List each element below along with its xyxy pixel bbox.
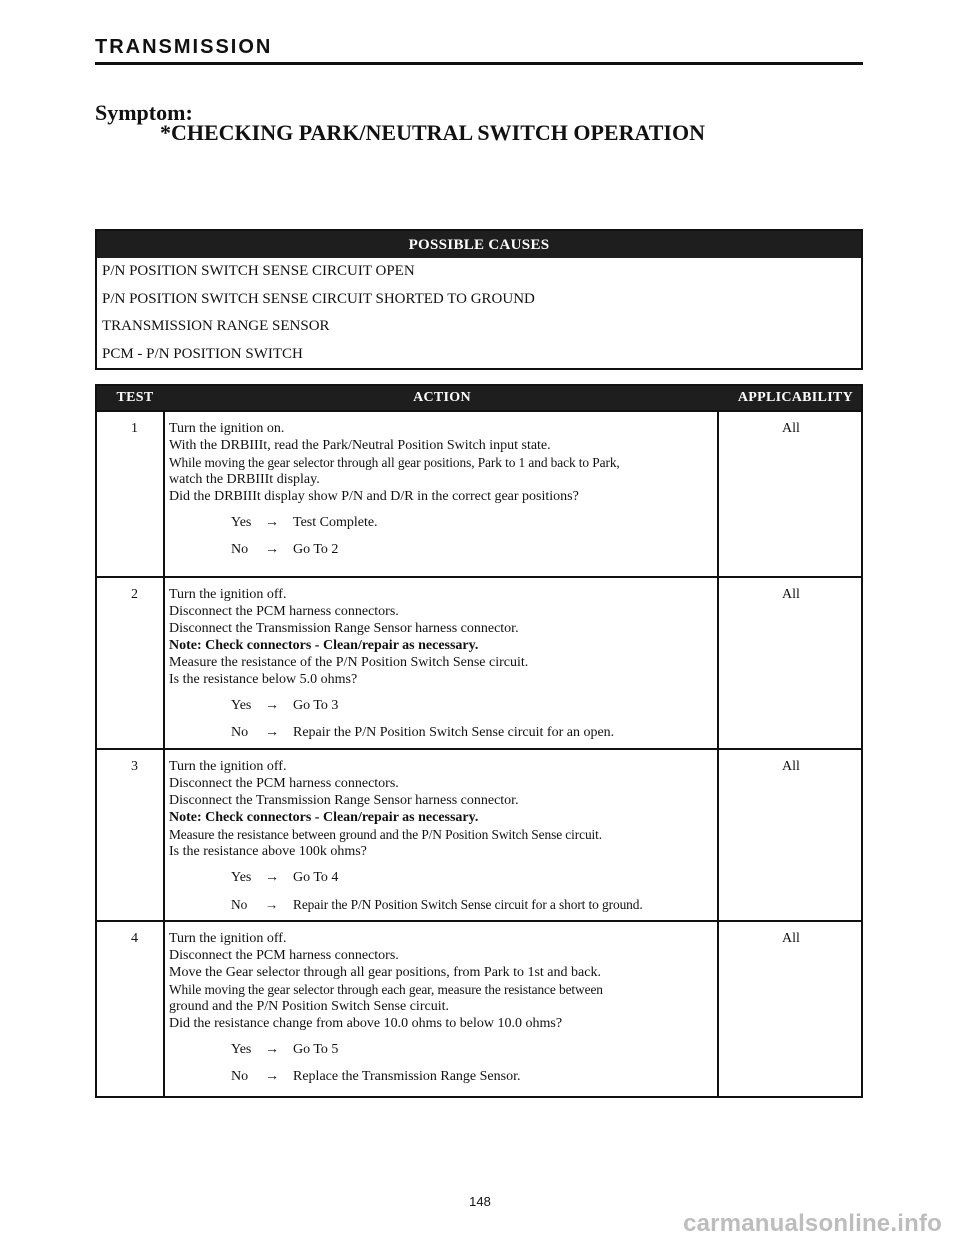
column-header-applicability: APPLICABILITY — [737, 390, 853, 405]
action-line: Turn the ignition off. — [169, 931, 287, 946]
action-note: Note: Check connectors - Clean/repair as necessary. — [169, 810, 479, 825]
answer-result: Test Complete. — [293, 515, 378, 530]
applicability-value: All — [782, 931, 800, 946]
test-table-header — [97, 386, 861, 410]
action-line: Measure the resistance of the P/N Position Switch Sense circuit. — [169, 655, 529, 670]
action-line: Disconnect the PCM harness connectors. — [169, 948, 399, 963]
answer-result: Go To 4 — [293, 870, 339, 885]
answer-result: Go To 2 — [293, 542, 339, 557]
action-line: Is the resistance below 5.0 ohms? — [169, 672, 358, 687]
answer-no: No → Replace the Transmission Range Sensor. — [231, 1069, 521, 1084]
action-line: Disconnect the Transmission Range Sensor harness connector. — [169, 621, 519, 636]
test-number-cell — [97, 922, 165, 1096]
arrow-icon: → — [265, 1042, 279, 1057]
answer-result: Replace the Transmission Range Sensor. — [293, 1069, 521, 1084]
action-line: Turn the ignition on. — [169, 421, 285, 436]
answer-result: Repair the P/N Position Switch Sense circuit for a short to ground. — [293, 897, 643, 912]
test-number: 4 — [131, 931, 138, 946]
action-line: Did the resistance change from above 10.0 ohms to below 10.0 ohms? — [169, 1016, 563, 1031]
arrow-icon: → — [265, 897, 279, 912]
applicability-cell — [717, 578, 861, 748]
cause-item: TRANSMISSION RANGE SENSOR — [102, 318, 330, 334]
symptom-title: *CHECKING PARK/NEUTRAL SWITCH OPERATION — [160, 120, 705, 145]
test-number-cell — [97, 412, 165, 576]
action-line: Disconnect the PCM harness connectors. — [169, 604, 399, 619]
test-number: 3 — [131, 759, 138, 774]
section-header: TRANSMISSION — [95, 36, 273, 58]
test-row — [97, 410, 861, 576]
arrow-icon: → — [265, 542, 279, 557]
answer-yes: Yes → Go To 5 — [231, 1042, 339, 1057]
applicability-value: All — [782, 421, 800, 436]
answer-no: No → Go To 2 — [231, 542, 339, 557]
action-line: watch the DRBIIIt display. — [169, 472, 320, 487]
applicability-value: All — [782, 587, 800, 602]
section-rule — [95, 62, 863, 65]
test-number-cell — [97, 750, 165, 920]
test-number-cell — [97, 578, 165, 748]
arrow-icon: → — [265, 698, 279, 713]
arrow-icon: → — [265, 1069, 279, 1084]
action-line: Did the DRBIIIt display show P/N and D/R in the correct gear positions? — [169, 489, 579, 504]
column-header-test: TEST — [116, 390, 154, 405]
action-line: Move the Gear selector through all gear positions, from Park to 1st and back. — [169, 965, 601, 980]
answer-no: No → Repair the P/N Position Switch Sense circuit for a short to ground. — [231, 897, 643, 912]
answer-yes: Yes → Go To 4 — [231, 870, 339, 885]
watermark: carmanualsonline.info — [683, 1210, 942, 1237]
test-number: 2 — [131, 587, 138, 602]
test-table — [95, 384, 863, 1098]
action-line: Disconnect the Transmission Range Sensor harness connector. — [169, 793, 519, 808]
test-row — [97, 576, 861, 748]
possible-causes-heading: POSSIBLE CAUSES — [97, 231, 861, 258]
column-header-action: ACTION — [413, 390, 471, 405]
test-row — [97, 920, 861, 1096]
test-row — [97, 748, 861, 920]
page-number: 148 — [469, 1194, 491, 1209]
action-line: While moving the gear selector through all gear positions, Park to 1 and back to Park, — [169, 455, 620, 470]
cause-item: P/N POSITION SWITCH SENSE CIRCUIT OPEN — [102, 263, 415, 279]
answer-result: Repair the P/N Position Switch Sense circuit for an open. — [293, 725, 615, 740]
possible-causes-box — [95, 229, 863, 370]
action-cell — [169, 750, 719, 923]
action-line: While moving the gear selector through each gear, measure the resistance between — [169, 982, 603, 997]
answer-yes: Yes → Go To 3 — [231, 698, 339, 713]
applicability-value: All — [782, 759, 800, 774]
arrow-icon: → — [265, 725, 279, 740]
arrow-icon: → — [265, 515, 279, 530]
symptom-label: Symptom: — [95, 100, 193, 125]
applicability-cell — [717, 750, 861, 920]
action-line: Is the resistance above 100k ohms? — [169, 844, 367, 859]
action-cell — [169, 922, 719, 1095]
applicability-cell — [717, 412, 861, 576]
answer-list — [231, 514, 719, 568]
action-line: Disconnect the PCM harness connectors. — [169, 776, 399, 791]
cause-item: PCM - P/N POSITION SWITCH — [102, 345, 303, 362]
arrow-icon: → — [265, 870, 279, 885]
action-note: Note: Check connectors - Clean/repair as necessary. — [169, 638, 479, 653]
action-line: Turn the ignition off. — [169, 759, 287, 774]
answer-yes: Yes → Test Complete. — [231, 515, 378, 530]
answer-list — [231, 697, 719, 751]
action-cell — [169, 578, 719, 751]
action-cell — [169, 412, 719, 568]
answer-result: Go To 3 — [293, 698, 339, 713]
answer-no: No → Repair the P/N Position Switch Sense circuit for an open. — [231, 725, 615, 740]
action-line: Measure the resistance between ground and the P/N Position Switch Sense circuit. — [169, 827, 603, 842]
action-line: Turn the ignition off. — [169, 587, 287, 602]
answer-list — [231, 869, 719, 923]
answer-result: Go To 5 — [293, 1042, 339, 1057]
cause-item: P/N POSITION SWITCH SENSE CIRCUIT SHORTED TO GROUND — [102, 290, 535, 307]
action-line: With the DRBIIIt, read the Park/Neutral Position Switch input state. — [169, 438, 551, 453]
action-line: ground and the P/N Position Switch Sense circuit. — [169, 999, 449, 1014]
test-number: 1 — [131, 421, 138, 436]
applicability-cell — [717, 922, 861, 1096]
answer-list — [231, 1041, 719, 1095]
